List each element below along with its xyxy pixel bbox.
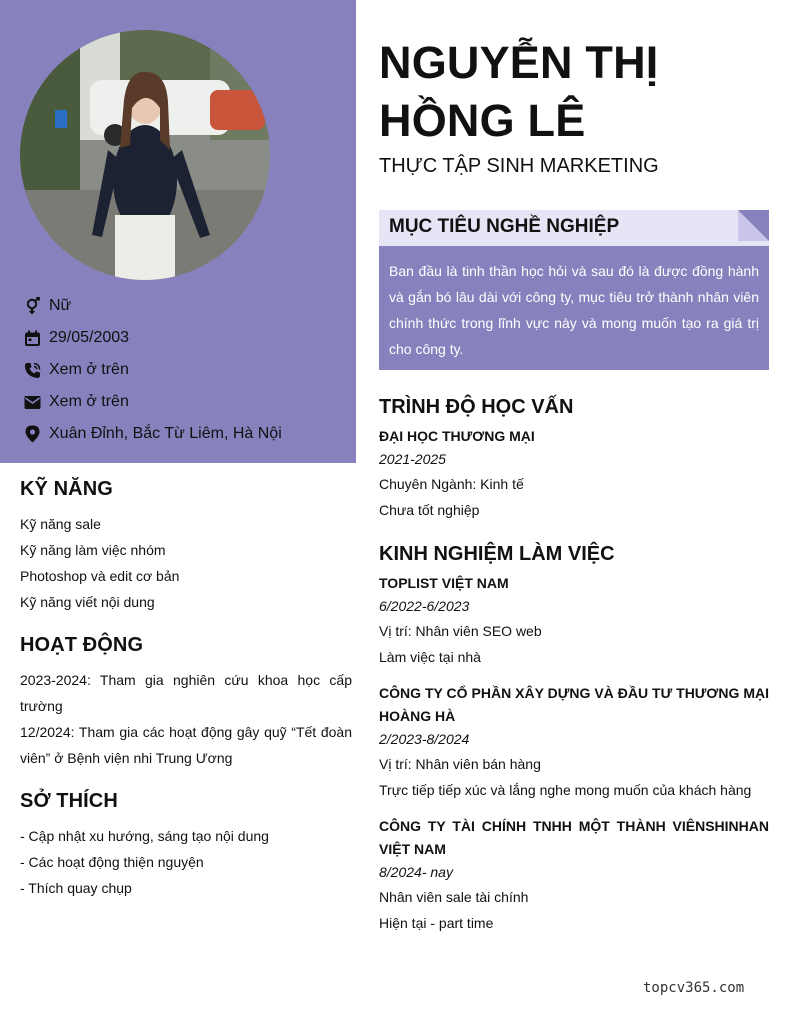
education-major: Chuyên Ngành: Kinh tế [379,476,524,492]
school-name: ĐẠI HỌC THƯƠNG MẠI [379,428,535,444]
gender-icon [22,296,42,316]
hobby-item: - Thích quay chụp [20,880,132,896]
contact-email [22,386,352,418]
location-pin-icon [22,424,42,444]
job-period: 2/2023-8/2024 [379,731,470,747]
watermark: topcv365.com [643,980,745,996]
contact-gender [22,290,352,322]
objective-header [379,210,769,246]
job-detail: Hiện tại - part time [379,915,494,931]
experience-entry [379,815,769,936]
hobby-item: - Các hoạt động thiện nguyện [20,854,204,870]
envelope-icon [22,392,42,412]
avatar [20,30,270,280]
experience-title: KINH NGHIỆM LÀM VIỆC [379,543,615,565]
job-title: THỰC TẬP SINH MARKETING [379,155,659,177]
objective-title: MỤC TIÊU NGHỀ NGHIỆP [389,216,620,237]
objective-box [379,246,769,370]
experience-entry [379,682,769,803]
education-period: 2021-2025 [379,451,446,467]
activity-item: 12/2024: Tham gia các hoạt động gây quỹ “Tết đoàn viên” ở Bệnh viện nhi Trung Ương [20,724,352,766]
skill-item: Kỹ năng sale [20,516,101,532]
hobbies-title: SỞ THÍCH [20,790,118,812]
company-name: CÔNG TY TÀI CHÍNH TNHH MỘT THÀNH VIÊNSHINHAN VIỆT NAM [379,818,769,857]
company-name: TOPLIST VIỆT NAM [379,575,509,591]
skill-item: Kỹ năng làm việc nhóm [20,542,166,558]
phone-icon [22,360,42,380]
hobby-item: - Cập nhật xu hướng, sáng tạo nội dung [20,828,269,844]
education-title: TRÌNH ĐỘ HỌC VẤN [379,396,574,418]
candidate-name-line1: NGUYỄN THỊ [379,37,659,88]
corner-fold-icon [738,210,769,241]
education-status: Chưa tốt nghiệp [379,502,480,518]
hobbies-section [20,790,352,901]
experience-entry [379,572,769,670]
company-name: CÔNG TY CỔ PHẦN XÂY DỰNG VÀ ĐẦU TƯ THƯƠNG MẠI HOÀNG HÀ [379,685,769,724]
job-detail: Trực tiếp tiếp xúc và lắng nghe mong muốn của khách hàng [379,782,752,798]
activities-title: HOẠT ĐỘNG [20,634,144,656]
skill-item: Kỹ năng viết nội dung [20,594,155,610]
contact-phone [22,354,352,386]
skill-item: Photoshop và edit cơ bản [20,568,180,584]
job-period: 6/2022-6/2023 [379,598,470,614]
experience-section [379,543,769,948]
objective-text: Ban đầu là tinh thần học hỏi và sau đó là được đồng hành và gắn bó lâu dài với công ty, mục tiêu trở thành nhân viên chính thức trong lĩnh vực này và mong muốn tạo ra giá trị cho công ty. [389,263,759,357]
calendar-icon [22,328,42,348]
birthday-text: 29/05/2003 [49,329,130,346]
job-detail: Vị trí: Nhân viên bán hàng [379,756,541,772]
activity-item: 2023-2024: Tham gia nghiên cứu khoa học cấp trường [20,672,352,714]
contact-address [22,418,352,450]
education-section [379,396,769,523]
email-text: Xem ở trên [49,393,129,410]
job-period: 8/2024- nay [379,864,453,880]
job-detail: Nhân viên sale tài chính [379,889,529,905]
contact-list [22,290,352,450]
candidate-name [379,34,779,150]
contact-birthday [22,322,352,354]
activities-section [20,634,352,771]
address-text: Xuân Đỉnh, Bắc Từ Liêm, Hà Nội [49,425,282,442]
job-detail: Vị trí: Nhân viên SEO web [379,623,542,639]
gender-text: Nữ [49,297,72,314]
job-detail: Làm việc tại nhà [379,649,481,665]
skills-title: KỸ NĂNG [20,478,113,500]
skills-section [20,478,352,615]
phone-text: Xem ở trên [49,361,129,378]
candidate-name-line2: HỒNG LÊ [379,95,586,146]
